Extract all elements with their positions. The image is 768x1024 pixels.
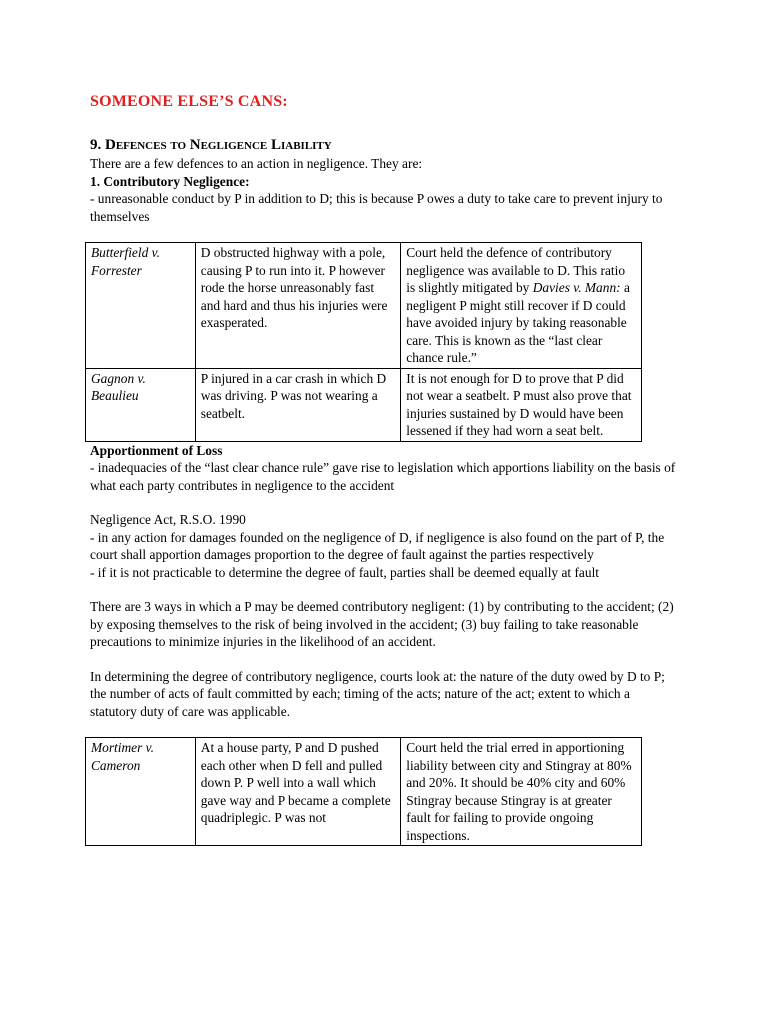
cited-case: Davies v. Mann:	[532, 280, 621, 295]
contributory-heading: 1. Contributory Negligence:	[90, 173, 250, 189]
apportionment-heading: Apportionment of Loss	[90, 442, 223, 458]
case-held-cell	[401, 243, 642, 369]
act-rule-1: - in any action for damages founded on the negligence of D, if negligence is also found on the part of P, the court shall apportion damages proportion to the degree of fault against the parties respectively	[90, 529, 665, 562]
act-title: Negligence Act, R.S.O. 1990	[90, 512, 246, 527]
held-text-post: a negligent P might still recover if D could have avoided injury by taking reasonable care. This is known as the “last clear chance rule.”	[406, 280, 630, 365]
case-facts-cell: At a house party, P and D pushed each other when D fell and pulled down P. P well into a wall which gave way and P became a complete quadriplegic. P was not	[195, 738, 400, 846]
case-facts-cell: P injured in a car crash in which D was driving. P was not wearing a seatbelt.	[195, 368, 400, 441]
contributory-definition: - unreasonable conduct by P in addition to D; this is because P owes a duty to take care to prevent injury to themselves	[90, 191, 663, 224]
table-row	[86, 368, 642, 441]
section-number: 9.	[90, 137, 102, 153]
held-text-pre: Court held the defence of contributory negligence was available to D. This ratio is slightly mitigated by	[406, 245, 626, 295]
case-held-cell: It is not enough for D to prove that P did not wear a seatbelt. P must also prove that injuries sustained by D would have been lessened if they had worn a seat belt.	[401, 368, 642, 441]
case-facts-cell: D obstructed highway with a pole, causing P to run into it. P however rode the horse unreasonably fast and hard and thus his injuries were exasperated.	[195, 243, 400, 369]
page-title: SOMEONE ELSE’S CANS:	[90, 93, 288, 110]
apportionment-text: - inadequacies of the “last clear chance rule” gave rise to legislation which apportions liability on the basis of what each party contributes in negligence to the accident	[90, 460, 676, 493]
case-table-contributory	[85, 242, 642, 442]
section-title: Defences to Negligence Liability	[105, 137, 332, 153]
case-name-cell: Mortimer v. Cameron	[86, 738, 196, 846]
case-held-cell: Court held the trial erred in apportioning liability between city and Stingray at 80% and 20%. It should be 40% city and 60% Stingray because Stingray is at greater fault for failing to provide ongoing inspections.	[401, 738, 642, 846]
section-heading	[90, 136, 680, 155]
act-rule-2: - if it is not practicable to determine the degree of fault, parties shall be deemed equally at fault	[90, 564, 600, 580]
case-name-cell: Gagnon v. Beaulieu	[86, 368, 196, 441]
degree-paragraph: In determining the degree of contributory negligence, courts look at: the nature of the duty owed by D to P; the number of acts of fault committed by each; timing of the acts; nature of the act; extent to which a statutory duty of care was applicable.	[90, 668, 665, 719]
case-table-apportionment	[85, 737, 642, 846]
document-page	[90, 92, 680, 846]
table-row	[86, 738, 642, 846]
section-intro: There are a few defences to an action in negligence. They are:	[90, 156, 423, 171]
case-name-cell: Butterfield v. Forrester	[86, 243, 196, 369]
ways-paragraph: There are 3 ways in which a P may be deemed contributory negligent: (1) by contributing to the accident; (2) by exposing themselves to the risk of being involved in the accident; (3) buy failing to take reasonable precautions to minimize injuries in the likelihood of an accident.	[90, 599, 674, 649]
table-row	[86, 243, 642, 369]
